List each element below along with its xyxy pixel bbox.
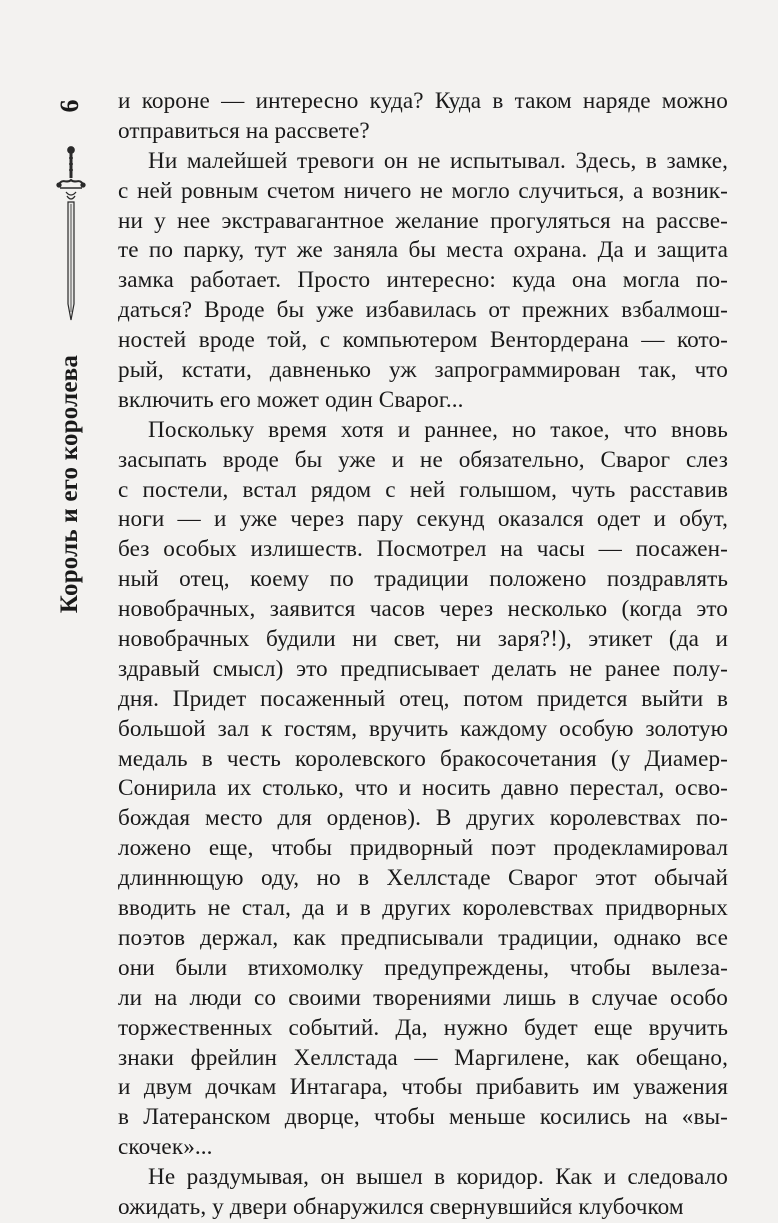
text-line: с ней ровным счетом ничего не могло случиться, а возник- — [118, 177, 728, 204]
text-line: бождая место для орденов). В других королевствах по- — [118, 805, 728, 832]
text-line: ожидать, у двери обнаружился свернувшийся клубочком — [118, 1193, 684, 1220]
text-line: без особых излишеств. Посмотрел на часы — посажен- — [118, 536, 728, 563]
text-line: и короне — интересно куда? Куда в таком наряде можно — [118, 88, 728, 114]
text-line: новобрачных, заявится часов через несколько (когда это — [118, 596, 728, 623]
text-line: ностей вроде той, с компьютером Вентордерана — кото- — [118, 327, 728, 354]
text-line: ложено еще, чтобы придворный поэт продекламировал — [118, 835, 728, 862]
text-line: Поскольку время хотя и раннее, но такое, что вновь — [148, 416, 728, 443]
text-line: длиннющую оду, но в Хеллстаде Сварог этот обычай — [118, 865, 728, 892]
text-line: даться? Вроде бы уже избавилась от прежних взбалмош- — [118, 297, 728, 324]
text-line: Не раздумывая, он вышел в коридор. Как и следовало — [148, 1164, 728, 1191]
text-line: поэтов держал, как предписывали традиции, однако все — [118, 924, 728, 951]
text-line: рый, кстати, давненько уж запрограммирован так, что — [118, 357, 728, 384]
text-line: вводить не стал, да и в других королевствах придворных — [118, 895, 728, 922]
text-line: ный отец, коему по традиции положено поздравлять — [118, 566, 728, 593]
text-line: с постели, встал рядом с ней голышом, чуть расставив — [118, 476, 728, 503]
text-line: скочек»... — [118, 1134, 213, 1161]
text-line: большой зал к гостям, вручить каждому особую золотую — [118, 715, 728, 742]
text-line: ноги — и уже через пару секунд оказался одет и обут, — [118, 506, 728, 533]
text-line: здравый смысл) это предписывает делать не ранее полу- — [118, 655, 728, 682]
text-line: Ни малейшей тревоги он не испытывал. Здесь, в замке, — [148, 147, 728, 174]
text-line: и двум дочкам Интагара, чтобы прибавить им уважения — [118, 1074, 728, 1101]
text-line: замка работает. Просто интересно: куда она могла по- — [118, 267, 728, 294]
text-line: включить его может один Сварог... — [118, 386, 464, 413]
text-line: они были втихомолку предупреждены, чтобы вылеза- — [118, 954, 728, 981]
text-line: засыпать вроде бы уже и не обязательно, Сварог слез — [118, 446, 728, 473]
text-line: знаки фрейлин Хеллстада — Маргилене, как обещано, — [118, 1044, 728, 1071]
text-line: торжественных событий. Да, нужно будет еще вручить — [118, 1014, 728, 1041]
side-header: 6 Король и его королева — [40, 86, 100, 556]
text-line: отправиться на рассвете? — [118, 117, 370, 144]
page-number: 6 — [55, 99, 84, 113]
text-line: дня. Придет посаженный отец, потом придется выйти в — [118, 685, 728, 712]
body-text — [118, 87, 728, 1223]
text-line: ли на люди со своими творениями лишь в случае особо — [118, 984, 728, 1011]
text-line: Сонирила их столько, что и носить давно перестал, осво- — [118, 775, 728, 802]
sword-icon — [56, 144, 86, 324]
text-line: ни у нее экстравагантное желание прогуляться на рассве- — [118, 207, 728, 234]
text-line: в Латеранском дворце, чтобы меньше косились на «вы- — [118, 1104, 728, 1131]
text-line: медаль в честь королевского бракосочетания (у Диамер- — [118, 745, 728, 772]
text-line: новобрачных будили ни свет, ни заря?!), этикет (да и — [118, 626, 728, 653]
text-line: те по парку, тут же заняла бы места охрана. Да и защита — [118, 237, 728, 264]
